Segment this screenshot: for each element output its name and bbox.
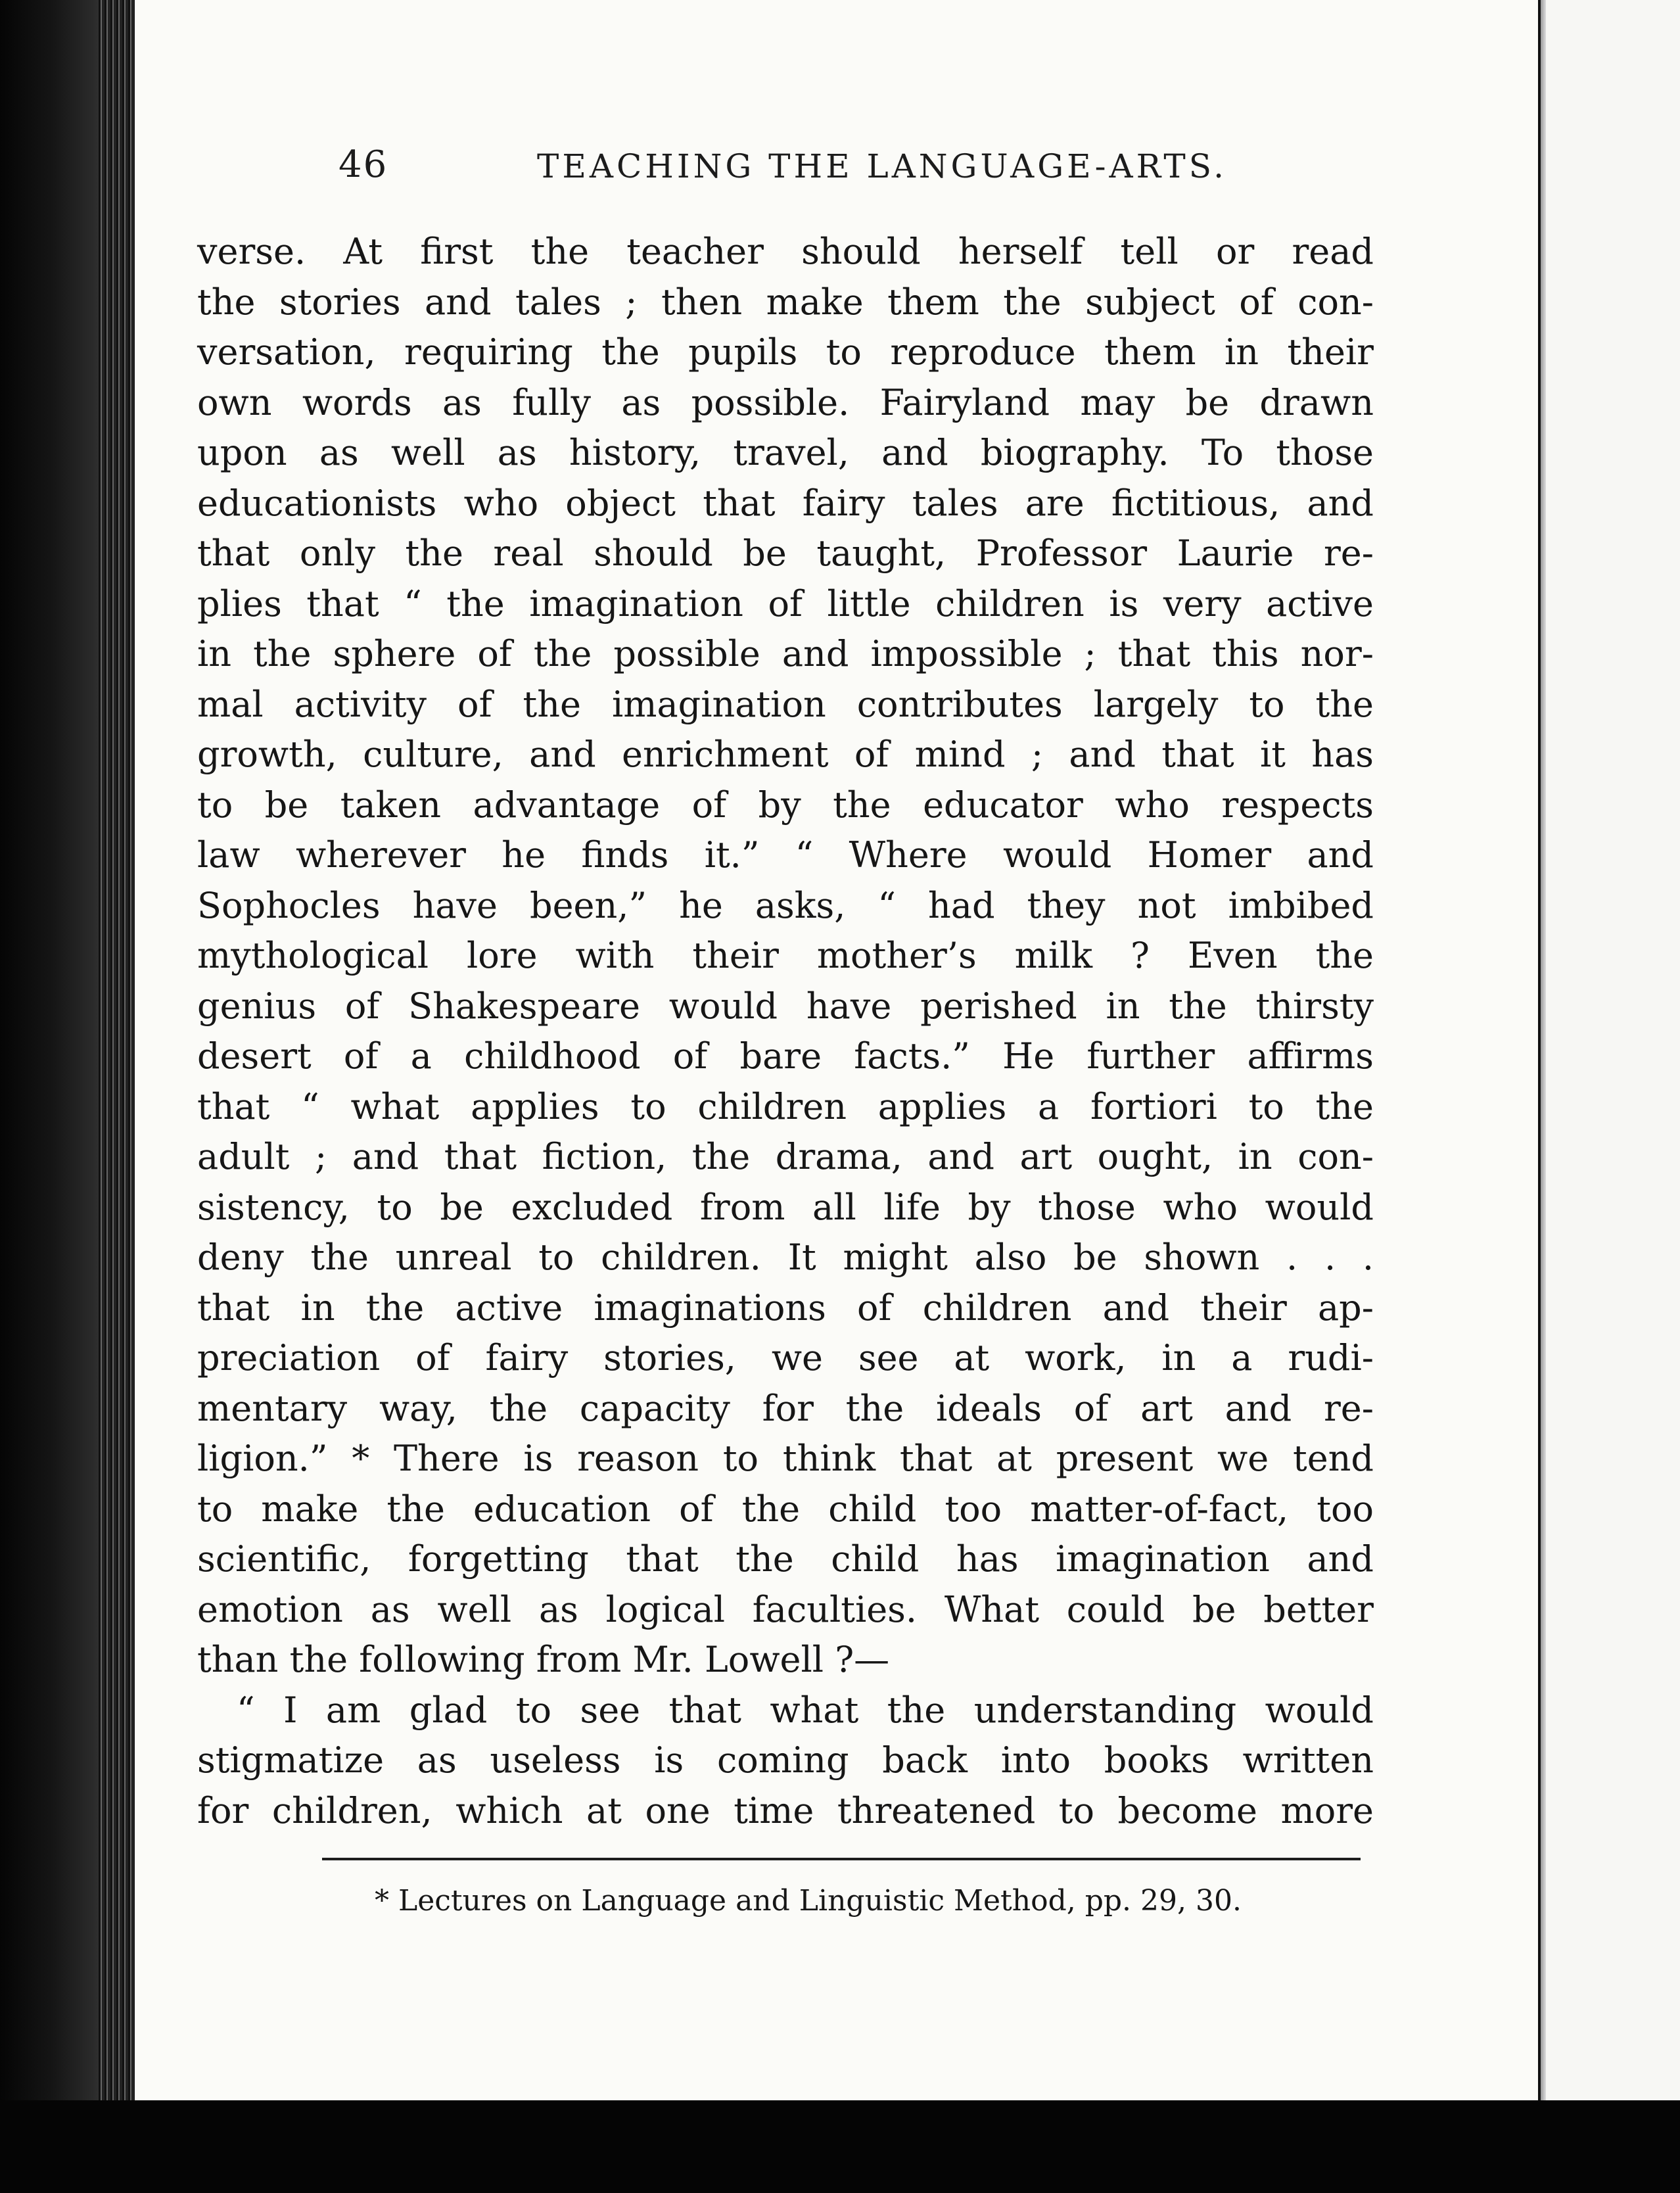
footnote-divider bbox=[322, 1858, 1361, 1860]
text-line: Sophocles have been,” he asks, “ had they not imbibed bbox=[197, 884, 1374, 926]
page-number: 46 bbox=[338, 143, 388, 186]
quote-line: stigmatize as useless is coming back into books written bbox=[197, 1739, 1374, 1781]
text-line: educationists who object that fairy tales are fictitious, and bbox=[197, 482, 1374, 524]
body-text bbox=[197, 227, 1374, 1836]
quote-line: “ I am glad to see that what the understanding would bbox=[237, 1689, 1374, 1731]
running-head-title: TEACHING THE LANGUAGE-ARTS. bbox=[537, 147, 1228, 185]
page-right-border bbox=[1538, 0, 1546, 2104]
text-line: mentary way, the capacity for the ideals of art and re- bbox=[197, 1387, 1374, 1429]
text-line: mal activity of the imagination contributes largely to the bbox=[197, 683, 1374, 725]
text-line: scientific, forgetting that the child has imagination and bbox=[197, 1538, 1374, 1580]
text-line: preciation of fairy stories, we see at work, in a rudi- bbox=[197, 1337, 1374, 1379]
text-line: that only the real should be taught, Professor Laurie re- bbox=[197, 532, 1374, 574]
text-line: in the sphere of the possible and impossible ; that this nor- bbox=[197, 633, 1374, 674]
text-line: verse. At first the teacher should herself tell or read bbox=[197, 231, 1374, 272]
page-edges bbox=[99, 0, 138, 2104]
text-line: genius of Shakespeare would have perished in the thirsty bbox=[197, 985, 1374, 1027]
text-line: to be taken advantage of by the educator who respects bbox=[197, 784, 1374, 826]
text-line: to make the education of the child too matter-of-fact, too bbox=[197, 1488, 1374, 1530]
text-line: own words as fully as possible. Fairyland may be drawn bbox=[197, 381, 1374, 423]
text-line: ligion.” * There is reason to think that at present we tend bbox=[197, 1438, 1374, 1479]
text-line: deny the unreal to children. It might also be shown . . . bbox=[197, 1237, 1374, 1278]
text-line: adult ; and that fiction, the drama, and art ought, in con- bbox=[197, 1136, 1374, 1177]
text-line: emotion as well as logical faculties. What could be better bbox=[197, 1588, 1374, 1630]
text-line: mythological lore with their mother’s milk ? Even the bbox=[197, 935, 1374, 976]
text-line: the stories and tales ; then make them the subject of con- bbox=[197, 281, 1374, 323]
text-line: law wherever he finds it.” “ Where would Homer and bbox=[197, 834, 1374, 876]
quote-line: for children, which at one time threatened to become more bbox=[197, 1789, 1374, 1831]
text-line: plies that “ the imagination of little children is very active bbox=[197, 582, 1374, 625]
text-line: versation, requiring the pupils to reproduce them in their bbox=[197, 331, 1374, 373]
running-head bbox=[135, 143, 1538, 189]
scan-bottom-band bbox=[0, 2100, 1680, 2193]
text-line: upon as well as history, travel, and biography. To those bbox=[197, 432, 1374, 473]
text-line: growth, culture, and enrichment of mind ; and that it has bbox=[197, 734, 1374, 775]
text-line: that “ what applies to children applies a fortiori to the bbox=[197, 1085, 1374, 1127]
page-right-margin bbox=[1538, 0, 1680, 2104]
text-line: sistency, to be excluded from all life by those who would bbox=[197, 1186, 1374, 1228]
text-line: than the following from Mr. Lowell ?— bbox=[197, 1639, 890, 1680]
text-line: that in the active imaginations of children and their ap- bbox=[197, 1286, 1374, 1329]
text-line: desert of a childhood of bare facts.” He further affirms bbox=[197, 1035, 1374, 1077]
footnote: * Lectures on Language and Linguistic Method, pp. 29, 30. bbox=[375, 1884, 1242, 1918]
